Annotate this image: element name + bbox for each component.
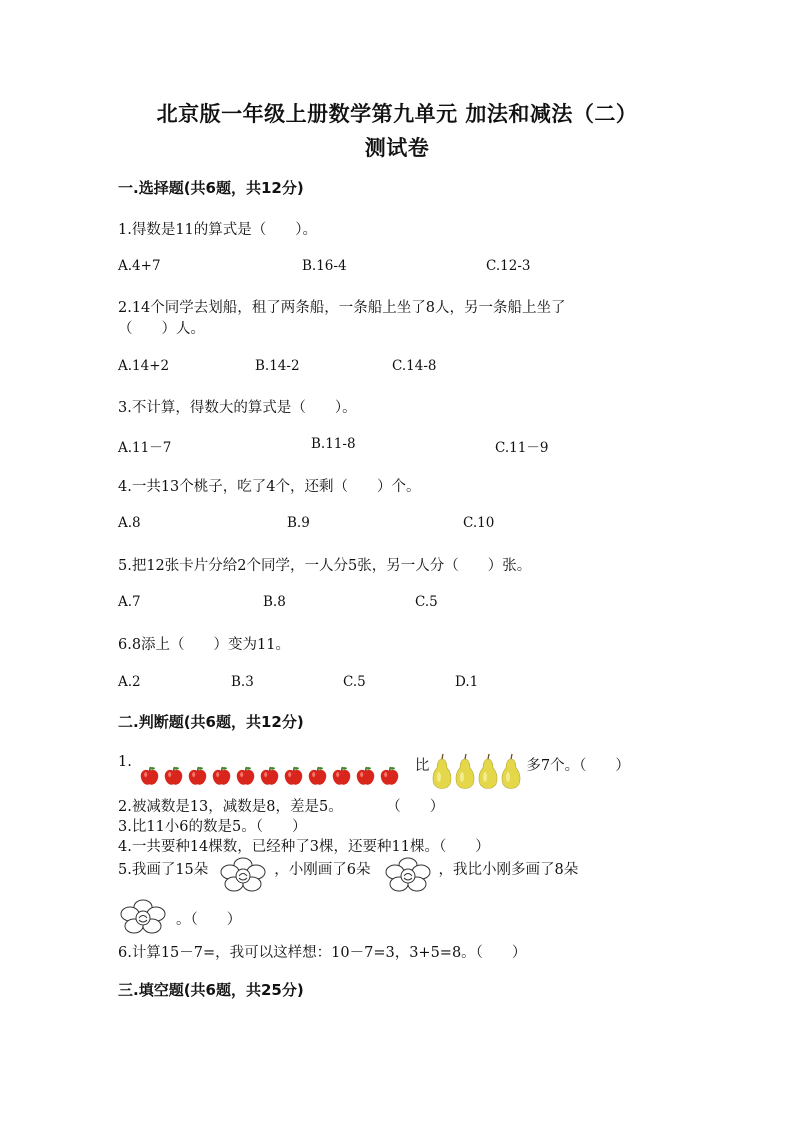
option: C.11－9 bbox=[495, 440, 549, 456]
option: A.4+7 bbox=[118, 258, 161, 274]
flower-icon bbox=[385, 856, 431, 896]
option: C.14-8 bbox=[392, 358, 437, 374]
option: B.3 bbox=[231, 674, 254, 690]
option: A.7 bbox=[118, 594, 141, 610]
judge-5-part-b: ，小刚画了6朵 bbox=[274, 862, 371, 878]
option: B.14-2 bbox=[255, 358, 300, 374]
apple-icon bbox=[186, 765, 209, 788]
apple-icon bbox=[330, 765, 353, 788]
option: A.14+2 bbox=[118, 358, 170, 374]
question-2-line2: （ ）人。 bbox=[118, 321, 205, 337]
page-subtitle: 测试卷 bbox=[364, 135, 430, 160]
apple-group bbox=[138, 765, 401, 788]
judge-2: 2.被减数是13，减数是8，差是5。 （ ） bbox=[118, 799, 445, 815]
section-heading-judge: 二.判断题(共6题，共12分) bbox=[118, 713, 304, 731]
judge-1-tail: 多7个。（ ） bbox=[526, 758, 630, 774]
option: C.5 bbox=[343, 674, 366, 690]
option: A.8 bbox=[118, 515, 141, 531]
question-5: 5.把12张卡片分给2个同学，一人分5张，另一人分（ ）张。 bbox=[118, 558, 532, 574]
judge-5-line1 bbox=[118, 856, 578, 896]
pear-icon bbox=[500, 753, 522, 791]
judge-5-part-a: 5.我画了15朵 bbox=[118, 862, 209, 878]
option: C.5 bbox=[415, 594, 438, 610]
apple-icon bbox=[210, 765, 233, 788]
option: C.10 bbox=[463, 515, 495, 531]
option: C.12-3 bbox=[486, 258, 531, 274]
apple-icon bbox=[354, 765, 377, 788]
option: B.8 bbox=[263, 594, 286, 610]
judge-5-line2 bbox=[120, 898, 241, 938]
question-number: 1. bbox=[118, 754, 132, 770]
question-3: 3.不计算，得数大的算式是（ ）。 bbox=[118, 400, 357, 416]
question-2-line1: 2.14个同学去划船，租了两条船，一条船上坐了8人，另一条船上坐了 bbox=[118, 300, 566, 316]
apple-icon bbox=[282, 765, 305, 788]
apple-icon bbox=[258, 765, 281, 788]
option: B.11-8 bbox=[311, 436, 356, 452]
judge-5-part-c: ，我比小刚多画了8朵 bbox=[438, 862, 579, 878]
option: B.9 bbox=[287, 515, 310, 531]
pear-group bbox=[431, 753, 522, 791]
question-1: 1.得数是11的算式是（ ）。 bbox=[118, 222, 318, 238]
option: A.11－7 bbox=[118, 440, 172, 456]
question-4: 4.一共13个桃子，吃了4个，还剩（ ）个。 bbox=[118, 479, 421, 495]
judge-5-part-d: 。（ ） bbox=[176, 911, 242, 928]
apple-icon bbox=[378, 765, 401, 788]
compare-word: 比 bbox=[414, 758, 430, 774]
apple-icon bbox=[306, 765, 329, 788]
page-title: 北京版一年级上册数学第九单元 加法和减法（二） bbox=[156, 101, 638, 126]
judge-4: 4.一共要种14棵数，已经种了3棵，还要种11棵。（ ） bbox=[118, 839, 490, 855]
judge-1 bbox=[118, 752, 630, 792]
option: B.16-4 bbox=[302, 258, 347, 274]
flower-icon bbox=[120, 898, 166, 938]
flower-icon bbox=[220, 856, 266, 896]
option: D.1 bbox=[455, 674, 479, 690]
judge-6: 6.计算15－7=，我可以这样想：10－7=3，3+5=8。（ ） bbox=[118, 945, 527, 961]
section-heading-choice: 一.选择题(共6题，共12分) bbox=[118, 179, 304, 197]
pear-icon bbox=[431, 753, 453, 791]
pear-icon bbox=[454, 753, 476, 791]
option: A.2 bbox=[118, 674, 141, 690]
question-6: 6.8添上（ ）变为11。 bbox=[118, 637, 291, 653]
apple-icon bbox=[138, 765, 161, 788]
apple-icon bbox=[162, 765, 185, 788]
judge-3: 3.比11小6的数是5。（ ） bbox=[118, 819, 307, 835]
section-heading-fill: 三.填空题(共6题，共25分) bbox=[118, 981, 304, 999]
pear-icon bbox=[477, 753, 499, 791]
apple-icon bbox=[234, 765, 257, 788]
